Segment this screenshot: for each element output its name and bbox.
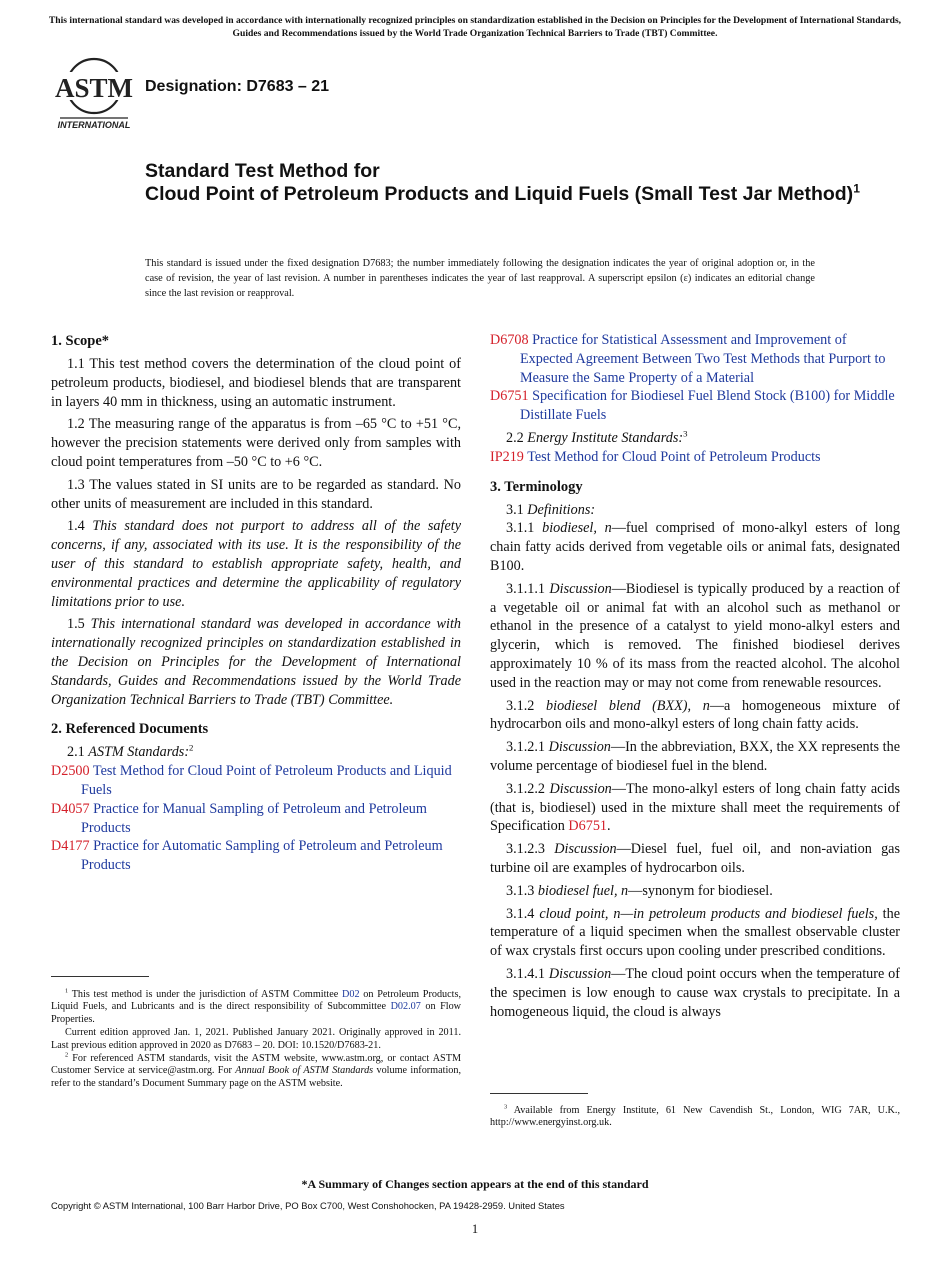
astm-logo bbox=[54, 56, 134, 132]
para-3-1-1-1: 3.1.1.1 Discussion—Biodiesel is typically produced by a reaction of a vegetable oil or animal fat with an alcohol such as methanol or ethanol in the presence of a catalyst to yield mono-alkyl esters and glycerin, which is removed. The finished biodiesel derives approximately 10 % of its mass from the reacted alcohol. The alcohol used in the reaction may or may not come from renewable resources. bbox=[490, 580, 901, 691]
logo-caption: INTERNATIONAL bbox=[57, 120, 131, 130]
ref-d6751[interactable]: D6751 Specification for Biodiesel Fuel Blend Stock (B100) for Middle Distillate Fuels bbox=[490, 388, 895, 424]
footnote-rule-left bbox=[51, 976, 149, 977]
para-1-5: 1.5 This international standard was developed in accordance with internationally recognized principles on standardization established in the Decision on Principles for the Development of International Standards, Guides and Recommendations issued by the World Trade Organization Technical Barriers to Trade (TBT) Committee. bbox=[51, 616, 461, 708]
astm-logo-icon bbox=[54, 56, 134, 132]
ref-d2500[interactable]: D2500 Test Method for Cloud Point of Petroleum Products and Liquid Fuels bbox=[51, 763, 452, 798]
ref-d4177[interactable]: D4177 Practice for Automatic Sampling of Petroleum and Petroleum Products bbox=[51, 838, 443, 874]
footnote-3: $^3$ Available from Energy Institute, 61 New Cavendish St., London, WIG 7AR, U.K., http://www.energyinst.org.uk. bbox=[490, 1103, 901, 1129]
edition-note: Current edition approved Jan. 1, 2021. Published January 2021. Originally approved in 2011. Last previous edition approved in 2020 as D7683 – 20. DOI: 10.1520/D7683-21. bbox=[51, 1027, 461, 1051]
para-3-1-4: 3.1.4 cloud point, n—in petroleum products and biodiesel fuels, the temperature of a liquid specimen when the smallest observable cluster of wax crystals first occurs upon cooling under prescribed conditions. bbox=[490, 905, 901, 960]
footnotes-right bbox=[490, 1105, 900, 1130]
ref-d4057[interactable]: D4057 Practice for Manual Sampling of Petroleum and Petroleum Products bbox=[51, 800, 427, 836]
para-1-3: 1.3 The values stated in SI units are to be regarded as standard. No other units of measurement are included in this standard. bbox=[51, 476, 461, 512]
title-line-1: Standard Test Method for bbox=[145, 160, 380, 182]
terminology-heading: 3. Terminology bbox=[490, 478, 583, 495]
summary-of-changes-note: *A Summary of Changes section appears at the end of this standard bbox=[301, 1177, 649, 1191]
para-3-1-2: 3.1.2 biodiesel blend (BXX), n—a homogeneous mixture of hydrocarbon oils and mono-alkyl esters of long chain fatty acids. bbox=[490, 697, 900, 733]
right-column bbox=[490, 331, 900, 1021]
referenced-documents-heading: 2. Referenced Documents bbox=[51, 721, 209, 738]
link-d6751[interactable]: D6751 bbox=[568, 818, 608, 835]
logo-letters: ASTM bbox=[54, 73, 134, 103]
title-footnote-mark: 1 bbox=[853, 181, 860, 196]
footnote-rule-right bbox=[490, 1093, 588, 1094]
ref-ip219[interactable]: IP219 Test Method for Cloud Point of Petroleum Products bbox=[490, 448, 821, 465]
ref-d6708[interactable]: D6708 Practice for Statistical Assessment and Improvement of Expected Agreement Between Two Test Methods that Purport to Measure the Same Property of a Material bbox=[490, 332, 886, 386]
para-1-2: 1.2 The measuring range of the apparatus is from –65 °C to +51 °C, however the precision statements were derived only from samples with cloud point temperatures from –50 °C to +6 °C. bbox=[51, 416, 461, 470]
para-3-1-2-2: 3.1.2.2 Discussion—The mono-alkyl esters of long chain fatty acids (that is, biodiesel) used in the mixture shall meet the requirements of Specification D6751. bbox=[490, 780, 901, 835]
para-3-1-4-1: 3.1.4.1 Discussion—The cloud point occurs when the temperature of the specimen is low enough to cause wax crystals to precipitate. In a homogeneous liquid, the cloud is always bbox=[490, 965, 900, 1020]
link-d02-07[interactable]: D02.07 bbox=[390, 1001, 421, 1013]
footnote-1: $^1$ This test method is under the jurisdiction of ASTM Committee D02 on Petroleum Products, Liquid Fuels, and Lubricants and is the direct responsibility of Subcommittee D02.07 on Flow Properties. bbox=[51, 987, 462, 1025]
para-3-1-3: 3.1.3 biodiesel fuel, n—synonym for biodiesel. bbox=[506, 882, 773, 899]
footnote-2: $^2$ For referenced ASTM standards, visit the ASTM website, www.astm.org, or contact ASTM Customer Service at service@astm.org. For Annual Book of ASTM Standards volume information, refer to the standard’s Document Summary page on the ASTM website. bbox=[51, 1051, 462, 1089]
footnotes-left bbox=[51, 989, 461, 1090]
para-1-1: 1.1 This test method covers the determination of the cloud point of petroleum products, biodiesel, and biodiesel blends that are transparent in layers 40 mm in thickness, using an automatic instrument. bbox=[51, 356, 461, 410]
document-title bbox=[145, 160, 905, 206]
para-3-1: 3.1 Definitions: bbox=[506, 501, 596, 518]
para-3-1-2-1: 3.1.2.1 Discussion—In the abbreviation, BXX, the XX represents the volume percentage of biodiesel fuel in the blend. bbox=[490, 739, 900, 774]
para-3-1-1: 3.1.1 biodiesel, n—fuel comprised of mono-alkyl esters of long chain fatty acids derived from vegetable oils or animal fats, designated B100. bbox=[490, 520, 900, 574]
para-1-4: 1.4 This standard does not purport to address all of the safety concerns, if any, associated with its use. It is the responsibility of the user of this standard to establish appropriate safety, health, and environmental practices and determine the applicability of regulatory limitations prior to use. bbox=[51, 518, 461, 610]
para-3-1-2-3: 3.1.2.3 Discussion—Diesel fuel, fuel oil, and non-aviation gas turbine oil are examples of hydrocarbon oils. bbox=[490, 841, 900, 876]
left-column bbox=[51, 331, 461, 875]
copyright: Copyright © ASTM International, 100 Barr Harbor Drive, PO Box C700, West Conshohocken, PA 19428-2959. United States bbox=[51, 1200, 565, 1211]
link-d02[interactable]: D02 bbox=[342, 989, 360, 1000]
top-notice: This international standard was developed in accordance with internationally recognized principles on standardization established in the Decision on Principles for the Development of International Standards, Guides and Recommendations issued by the World Trade Organization Technical Barriers to Trade (TBT) Committee. bbox=[48, 15, 902, 39]
title-line-2: Cloud Point of Petroleum Products and Liquid Fuels (Small Test Jar Method) bbox=[145, 183, 854, 205]
para-2-2: 2.2 Energy Institute Standards:$^3$ bbox=[506, 428, 688, 446]
issuance-note: This standard is issued under the fixed designation D7683; the number immediately following the designation indicates the year of original adoption or, in the case of revision, the year of last revision. A number in parentheses indicates the year of last reapproval. A superscript epsilon (ε) indicates an editorial change since the last revision or reapproval. bbox=[145, 258, 815, 299]
para-2-1: 2.1 ASTM Standards:$^2$ bbox=[67, 742, 194, 761]
scope-heading: 1. Scope* bbox=[51, 333, 109, 349]
page-number: 1 bbox=[471, 1222, 479, 1236]
designation: Designation: D7683 – 21 bbox=[145, 78, 330, 95]
